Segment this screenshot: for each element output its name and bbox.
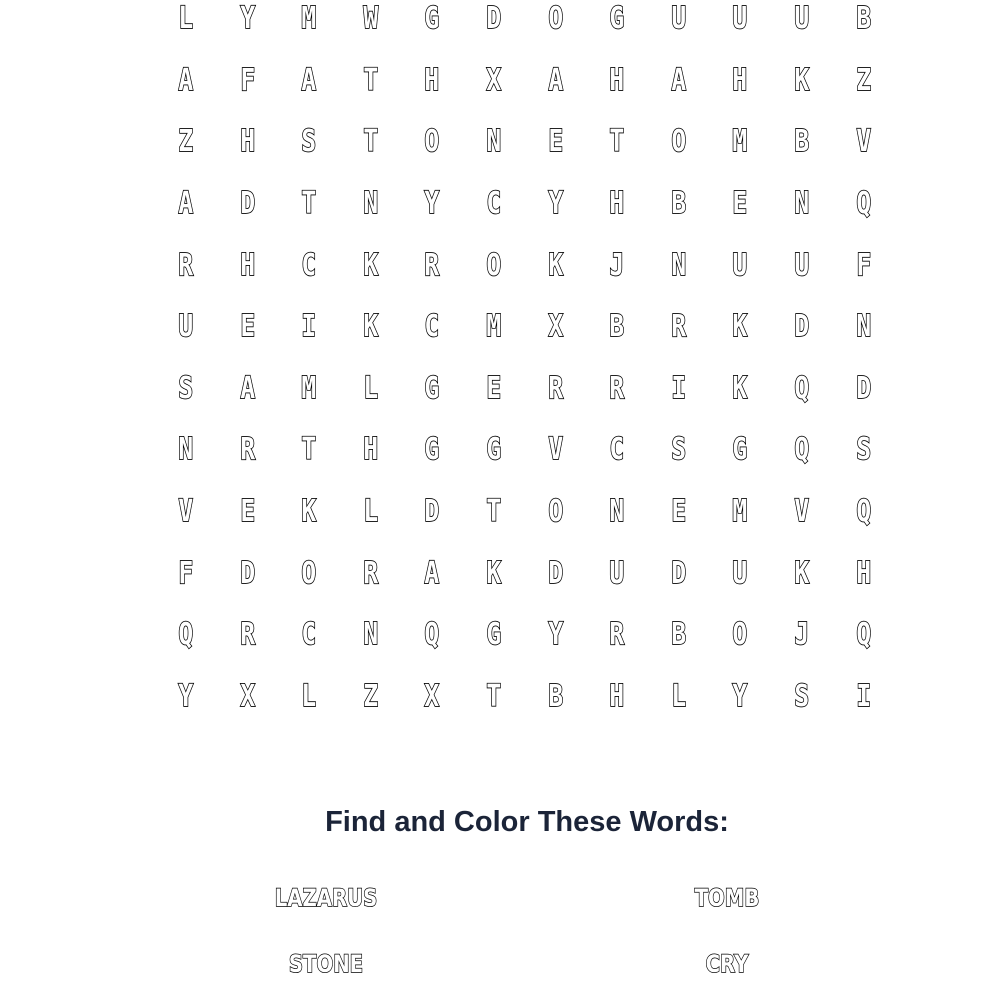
grid-letter[interactable]: T <box>609 124 625 160</box>
grid-letter[interactable]: U <box>609 555 625 591</box>
grid-letter[interactable]: G <box>732 432 748 468</box>
grid-letter[interactable]: R <box>363 555 378 591</box>
grid-letter[interactable]: E <box>239 309 255 345</box>
grid-letter[interactable]: Z <box>363 678 378 714</box>
grid-letter[interactable]: U <box>732 555 748 591</box>
grid-letter[interactable]: M <box>732 124 748 160</box>
grid-letter[interactable]: R <box>547 370 563 406</box>
grid-letter[interactable]: Q <box>794 432 810 468</box>
grid-letter[interactable]: A <box>547 62 563 98</box>
grid-letter[interactable]: V <box>794 494 810 530</box>
grid-letter[interactable]: I <box>301 309 317 345</box>
grid-letter[interactable]: E <box>671 494 686 530</box>
grid-letter[interactable]: N <box>363 186 378 222</box>
grid-letter[interactable]: N <box>363 617 378 653</box>
grid-letter[interactable]: K <box>794 555 810 591</box>
grid-letter[interactable]: Q <box>178 617 194 653</box>
grid-letter[interactable]: A <box>424 555 440 591</box>
grid-letter[interactable]: H <box>855 555 871 591</box>
grid-letter[interactable]: X <box>239 678 255 714</box>
grid-letter[interactable]: K <box>301 494 317 530</box>
grid-letter[interactable]: M <box>732 494 748 530</box>
grid-letter[interactable]: Y <box>732 678 748 714</box>
grid-letter[interactable]: T <box>363 124 378 160</box>
grid-letter[interactable]: K <box>732 370 748 406</box>
grid-letter[interactable]: Y <box>424 186 440 222</box>
word-cry: CRY <box>705 950 749 978</box>
grid-letter[interactable]: S <box>671 432 686 468</box>
grid-letter[interactable]: N <box>609 494 625 530</box>
grid-letter[interactable]: L <box>363 370 378 406</box>
grid-letter[interactable]: M <box>486 309 502 345</box>
grid-letter[interactable]: C <box>301 617 317 653</box>
grid-letter[interactable]: H <box>363 432 378 468</box>
grid-letter[interactable]: A <box>671 62 686 98</box>
grid-letter[interactable]: N <box>178 432 194 468</box>
grid-letter[interactable]: S <box>301 124 317 160</box>
grid-letter[interactable]: T <box>301 186 317 222</box>
grid-letter[interactable]: L <box>363 494 378 530</box>
grid-letter[interactable]: M <box>301 370 317 406</box>
grid-letter[interactable]: O <box>424 124 440 160</box>
word-list-heading: Find and Color These Words: <box>325 806 729 838</box>
grid-letter[interactable]: G <box>424 370 440 406</box>
grid-letter[interactable]: U <box>732 247 748 283</box>
grid-letter[interactable]: K <box>794 62 810 98</box>
grid-letter[interactable]: U <box>794 247 810 283</box>
grid-letter[interactable]: A <box>301 62 317 98</box>
grid-letter[interactable]: N <box>794 186 810 222</box>
grid-letter[interactable]: V <box>178 494 194 530</box>
grid-letter[interactable]: D <box>486 1 502 37</box>
grid-letter[interactable]: H <box>424 62 440 98</box>
grid-letter[interactable]: O <box>486 247 502 283</box>
grid-letter[interactable]: G <box>424 432 440 468</box>
grid-letter[interactable]: E <box>486 370 502 406</box>
grid-letter[interactable]: U <box>732 1 748 37</box>
grid-letter[interactable]: N <box>855 309 871 345</box>
word-stone: STONE <box>288 950 364 978</box>
grid-letter[interactable]: E <box>732 186 748 222</box>
grid-letter[interactable]: A <box>178 62 194 98</box>
grid-letter[interactable]: E <box>239 494 255 530</box>
grid-letter[interactable]: O <box>671 124 686 160</box>
grid-letter[interactable]: B <box>671 617 686 653</box>
grid-letter[interactable]: Y <box>547 617 563 653</box>
grid-letter[interactable]: U <box>671 1 686 37</box>
grid-letter[interactable]: L <box>301 678 317 714</box>
grid-letter[interactable]: O <box>732 617 748 653</box>
grid-letter[interactable]: L <box>178 1 194 37</box>
grid-letter[interactable]: R <box>609 617 625 653</box>
grid-letter[interactable]: O <box>547 494 563 530</box>
grid-letter[interactable]: B <box>547 678 563 714</box>
grid-letter[interactable]: G <box>486 432 502 468</box>
grid-letter[interactable]: O <box>547 1 563 37</box>
grid-letter[interactable]: X <box>424 678 440 714</box>
grid-letter[interactable]: G <box>424 1 440 37</box>
grid-letter[interactable]: A <box>239 370 255 406</box>
grid-letter[interactable]: S <box>794 678 810 714</box>
grid-letter[interactable]: K <box>363 309 378 345</box>
grid-letter[interactable]: H <box>239 247 255 283</box>
grid-letter[interactable]: K <box>363 247 378 283</box>
letter-grid <box>155 0 894 727</box>
grid-letter[interactable]: H <box>732 62 748 98</box>
word-tomb: TOMB <box>694 884 760 912</box>
grid-letter[interactable]: I <box>855 678 871 714</box>
grid-letter[interactable]: R <box>609 370 625 406</box>
grid-letter[interactable]: R <box>424 247 440 283</box>
grid-letter[interactable]: Y <box>239 1 255 37</box>
grid-letter[interactable]: R <box>178 247 194 283</box>
grid-letter[interactable]: F <box>239 62 255 98</box>
grid-letter[interactable]: E <box>547 124 563 160</box>
grid-letter[interactable]: V <box>547 432 563 468</box>
word-lazarus: LAZARUS <box>274 884 378 912</box>
grid-letter[interactable]: R <box>239 432 255 468</box>
grid-letter[interactable]: D <box>239 555 255 591</box>
grid-letter[interactable]: G <box>609 1 625 37</box>
grid-letter[interactable]: B <box>855 1 871 37</box>
grid-letter[interactable]: U <box>794 1 810 37</box>
grid-letter[interactable]: D <box>671 555 686 591</box>
grid-letter[interactable]: L <box>671 678 686 714</box>
grid-letter[interactable]: D <box>794 309 810 345</box>
grid-letter[interactable]: C <box>424 309 440 345</box>
grid-letter[interactable]: D <box>239 186 255 222</box>
grid-letter[interactable]: R <box>239 617 255 653</box>
grid-letter[interactable]: Q <box>424 617 440 653</box>
grid-letter[interactable]: N <box>486 124 502 160</box>
grid-letter[interactable]: S <box>178 370 194 406</box>
grid-letter[interactable]: K <box>547 247 563 283</box>
grid-letter[interactable]: J <box>609 247 625 283</box>
grid-letter[interactable]: S <box>855 432 871 468</box>
grid-letter[interactable]: D <box>547 555 563 591</box>
grid-letter[interactable]: Z <box>855 62 871 98</box>
grid-letter[interactable]: I <box>671 370 686 406</box>
grid-letter[interactable]: W <box>363 1 378 37</box>
grid-letter[interactable]: T <box>486 678 502 714</box>
grid-letter[interactable]: Z <box>178 124 194 160</box>
grid-letter[interactable]: Q <box>855 186 871 222</box>
grid-letter[interactable]: G <box>486 617 502 653</box>
grid-letter[interactable]: K <box>486 555 502 591</box>
grid-letter[interactable]: X <box>547 309 563 345</box>
grid-letter[interactable]: M <box>301 1 317 37</box>
grid-letter[interactable]: Y <box>178 678 194 714</box>
grid-letter[interactable]: Q <box>794 370 810 406</box>
grid-letter[interactable]: H <box>609 62 625 98</box>
grid-letter[interactable]: F <box>178 555 194 591</box>
grid-letter[interactable]: Y <box>547 186 563 222</box>
grid-letter[interactable]: N <box>671 247 686 283</box>
grid-letter[interactable]: T <box>301 432 317 468</box>
grid-letter[interactable]: A <box>178 186 194 222</box>
grid-letter[interactable]: T <box>486 494 502 530</box>
grid-letter[interactable]: D <box>424 494 440 530</box>
grid-letter[interactable]: B <box>794 124 810 160</box>
grid-letter[interactable]: J <box>794 617 810 653</box>
grid-letter[interactable]: U <box>178 309 194 345</box>
grid-letter[interactable]: B <box>671 186 686 222</box>
grid-letter[interactable]: H <box>609 186 625 222</box>
grid-letter[interactable]: O <box>301 555 317 591</box>
grid-letter[interactable]: H <box>609 678 625 714</box>
grid-letter[interactable]: K <box>732 309 748 345</box>
grid-letter[interactable]: Q <box>855 617 871 653</box>
grid-letter[interactable]: R <box>671 309 686 345</box>
grid-letter[interactable]: C <box>609 432 625 468</box>
grid-letter[interactable]: X <box>486 62 502 98</box>
grid-letter[interactable]: F <box>855 247 871 283</box>
grid-letter[interactable]: H <box>239 124 255 160</box>
grid-letter[interactable]: C <box>301 247 317 283</box>
grid-letter[interactable]: Q <box>855 494 871 530</box>
grid-letter[interactable]: T <box>363 62 378 98</box>
grid-letter[interactable]: D <box>855 370 871 406</box>
grid-letter[interactable]: V <box>855 124 871 160</box>
grid-letter[interactable]: B <box>609 309 625 345</box>
grid-letter[interactable]: C <box>486 186 502 222</box>
